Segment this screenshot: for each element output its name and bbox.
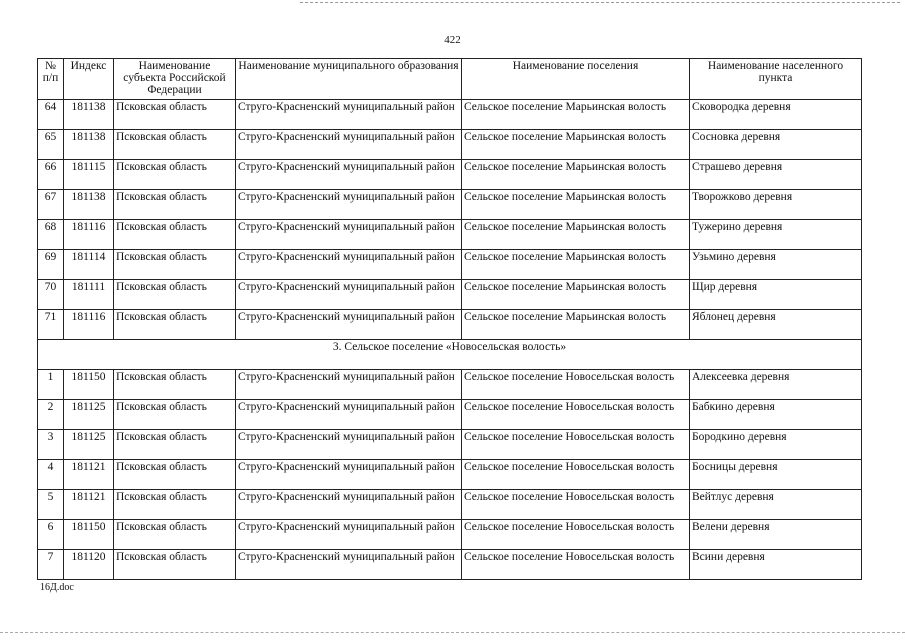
cell-num: 7 [38,550,64,580]
cell-num: 69 [38,250,64,280]
table-body-top [38,100,862,340]
cell-locality: Сковородка деревня [690,100,862,130]
cell-locality: Босницы деревня [690,460,862,490]
cell-municipality: Струго-Красненский муниципальный район [236,490,462,520]
cell-index: 181116 [64,220,114,250]
cell-index: 181138 [64,190,114,220]
table-header [38,59,862,100]
header-index: Индекс [64,59,114,100]
cell-index: 181121 [64,490,114,520]
cell-index: 181150 [64,520,114,550]
table-row [38,100,862,130]
cell-settlement: Сельское поселение Новосельская волость [462,400,690,430]
table-row [38,460,862,490]
cell-locality: Узьмино деревня [690,250,862,280]
cell-municipality: Струго-Красненский муниципальный район [236,280,462,310]
scan-artifact-top [300,2,900,4]
cell-locality: Велени деревня [690,520,862,550]
section-heading-row [38,340,862,370]
cell-num: 3 [38,430,64,460]
section-row-group [38,340,862,370]
cell-num: 67 [38,190,64,220]
cell-locality: Сосновка деревня [690,130,862,160]
cell-settlement: Сельское поселение Марьинская волость [462,280,690,310]
cell-locality: Вейтлус деревня [690,490,862,520]
cell-subject: Псковская область [114,280,236,310]
table-row [38,250,862,280]
cell-settlement: Сельское поселение Новосельская волость [462,370,690,400]
cell-locality: Всини деревня [690,550,862,580]
cell-settlement: Сельское поселение Марьинская волость [462,100,690,130]
cell-locality: Бабкино деревня [690,400,862,430]
table-row [38,550,862,580]
cell-municipality: Струго-Красненский муниципальный район [236,250,462,280]
table-row [38,400,862,430]
cell-subject: Псковская область [114,190,236,220]
cell-index: 181120 [64,550,114,580]
cell-municipality: Струго-Красненский муниципальный район [236,550,462,580]
cell-municipality: Струго-Красненский муниципальный район [236,430,462,460]
footer-filename: 16Д.doc [40,582,74,593]
table-row [38,280,862,310]
cell-num: 65 [38,130,64,160]
cell-locality: Яблонец деревня [690,310,862,340]
cell-index: 181150 [64,370,114,400]
cell-municipality: Струго-Красненский муниципальный район [236,310,462,340]
cell-subject: Псковская область [114,370,236,400]
cell-locality: Алексеевка деревня [690,370,862,400]
cell-subject: Псковская область [114,430,236,460]
scan-artifact-bottom [0,632,905,634]
table-body-bottom [38,370,862,580]
cell-num: 5 [38,490,64,520]
cell-subject: Псковская область [114,490,236,520]
section-title: 3. Сельское поселение «Новосельская волость» [38,340,862,370]
cell-settlement: Сельское поселение Марьинская волость [462,130,690,160]
header-locality: Наименование населенного пункта [690,59,862,100]
table-row [38,370,862,400]
cell-subject: Псковская область [114,520,236,550]
cell-index: 181125 [64,430,114,460]
cell-settlement: Сельское поселение Новосельская волость [462,550,690,580]
table-row [38,220,862,250]
cell-subject: Псковская область [114,460,236,490]
cell-index: 181138 [64,130,114,160]
cell-index: 181121 [64,460,114,490]
cell-subject: Псковская область [114,100,236,130]
cell-index: 181115 [64,160,114,190]
header-municipality: Наименование муниципального образования [236,59,462,100]
cell-settlement: Сельское поселение Марьинская волость [462,310,690,340]
cell-settlement: Сельское поселение Марьинская волость [462,220,690,250]
cell-subject: Псковская область [114,400,236,430]
cell-settlement: Сельское поселение Марьинская волость [462,250,690,280]
cell-num: 1 [38,370,64,400]
header-subject: Наименование субъекта Российской Федерации [114,59,236,100]
cell-subject: Псковская область [114,550,236,580]
cell-index: 181138 [64,100,114,130]
cell-index: 181114 [64,250,114,280]
cell-subject: Псковская область [114,160,236,190]
table-row [38,430,862,460]
table-row [38,190,862,220]
settlements-table [37,58,862,580]
cell-settlement: Сельское поселение Марьинская волость [462,190,690,220]
table-row [38,130,862,160]
cell-subject: Псковская область [114,220,236,250]
cell-locality: Щир деревня [690,280,862,310]
cell-municipality: Струго-Красненский муниципальный район [236,370,462,400]
cell-num: 6 [38,520,64,550]
page-number: 422 [444,34,461,46]
cell-municipality: Струго-Красненский муниципальный район [236,460,462,490]
cell-settlement: Сельское поселение Новосельская волость [462,490,690,520]
cell-num: 66 [38,160,64,190]
cell-settlement: Сельское поселение Новосельская волость [462,430,690,460]
table-row [38,160,862,190]
cell-num: 2 [38,400,64,430]
cell-locality: Творожково деревня [690,190,862,220]
cell-municipality: Струго-Красненский муниципальный район [236,520,462,550]
table-row [38,520,862,550]
cell-num: 68 [38,220,64,250]
cell-index: 181116 [64,310,114,340]
cell-num: 4 [38,460,64,490]
cell-municipality: Струго-Красненский муниципальный район [236,220,462,250]
header-num: № п/п [38,59,64,100]
cell-locality: Страшево деревня [690,160,862,190]
cell-subject: Псковская область [114,130,236,160]
cell-municipality: Струго-Красненский муниципальный район [236,400,462,430]
cell-num: 70 [38,280,64,310]
cell-settlement: Сельское поселение Марьинская волость [462,160,690,190]
cell-municipality: Струго-Красненский муниципальный район [236,190,462,220]
table-row [38,490,862,520]
cell-subject: Псковская область [114,310,236,340]
cell-settlement: Сельское поселение Новосельская волость [462,460,690,490]
cell-index: 181111 [64,280,114,310]
cell-locality: Тужерино деревня [690,220,862,250]
cell-num: 71 [38,310,64,340]
table-row [38,310,862,340]
cell-index: 181125 [64,400,114,430]
header-settlement: Наименование поселения [462,59,690,100]
cell-settlement: Сельское поселение Новосельская волость [462,520,690,550]
cell-municipality: Струго-Красненский муниципальный район [236,160,462,190]
cell-locality: Бородкино деревня [690,430,862,460]
cell-subject: Псковская область [114,250,236,280]
cell-num: 64 [38,100,64,130]
cell-municipality: Струго-Красненский муниципальный район [236,130,462,160]
cell-municipality: Струго-Красненский муниципальный район [236,100,462,130]
